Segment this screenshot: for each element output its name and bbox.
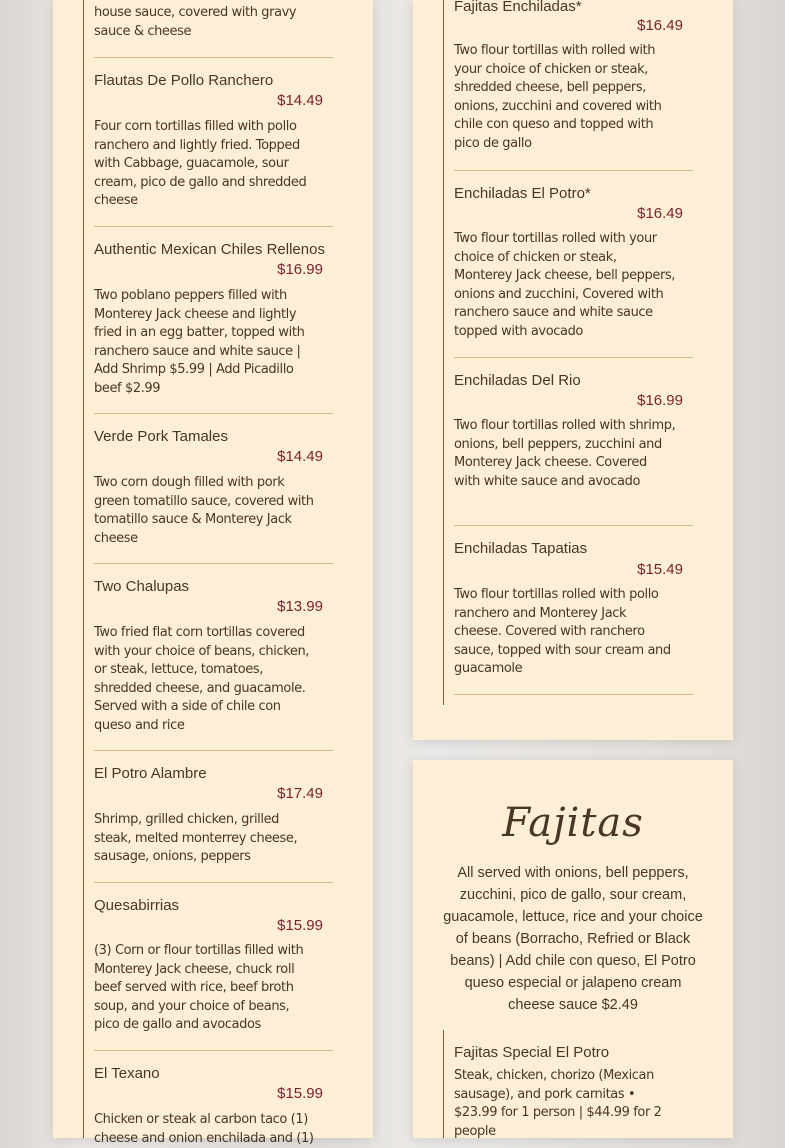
- menu-panel-fajitas: [413, 760, 733, 1138]
- item-description: Two flour tortillas rolled with shrimp, onions, bell peppers, zucchini and Monterey Jack cheese. Covered with white sauce and avocado: [454, 418, 676, 489]
- item-price: $15.99: [277, 1085, 323, 1102]
- item-description: Two poblano peppers filled with Monterey Jack cheese and lightly fried in an egg batter, topped with ranchero sauce and white sauce | Add Shrimp $5.99 | Add Picadillo beef $2.99: [94, 288, 305, 396]
- item-description: Two flour tortillas rolled with pollo ranchero and Monterey Jack cheese. Covered with ranchero sauce, topped with sour cream and guacamole: [454, 587, 671, 676]
- item-name: El Texano: [94, 1065, 160, 1082]
- item-name: Flautas De Pollo Ranchero: [94, 72, 274, 89]
- item-description: Chicken or steak al carbon taco (1) cheese and onion enchilada and (1): [94, 1112, 314, 1146]
- item-description: Steak, chicken, chorizo (Mexican sausage), and pork carnitas • $23.99 for 1 person | $44.99 for 2 people: [454, 1068, 662, 1139]
- item-price: $14.49: [277, 448, 323, 465]
- item-separator: [94, 413, 333, 414]
- item-separator: [94, 57, 333, 58]
- item-separator: [454, 357, 693, 358]
- item-description: house sauce, covered with gravy sauce & cheese: [94, 5, 297, 39]
- item-separator: [454, 694, 693, 695]
- item-description: Two fried flat corn tortillas covered with your choice of beans, chicken, or steak, lettuce, tomatoes, shredded cheese, and guacamole. Served with a side of chile con queso and rice: [94, 625, 310, 733]
- item-description: Four corn tortillas filled with pollo ranchero and lightly fried. Topped with Cabbage, guacamole, sour cream, pico de gallo and shredded cheese: [94, 119, 307, 208]
- item-description: (3) Corn or flour tortillas filled with Monterey Jack cheese, chuck roll beef served with rice, beef broth soup, and your choice of beans, pico de gallo and avocados: [94, 943, 304, 1032]
- item-price: $16.49: [637, 205, 683, 222]
- item-price: $16.49: [637, 17, 683, 34]
- item-name: Fajitas Enchiladas*: [454, 0, 582, 15]
- menu-item-list: [83, 0, 334, 1146]
- item-separator: [94, 882, 333, 883]
- item-description: Two corn dough filled with pork green tomatillo sauce, covered with tomatillo sauce & Monterey Jack cheese: [94, 475, 314, 546]
- item-description: Two flour tortillas with rolled with your choice of chicken or steak, shredded cheese, bell peppers, onions, zucchini and covered with chile con queso and topped with pico de gallo: [454, 43, 662, 151]
- menu-item-list: [443, 0, 694, 705]
- item-price: $13.99: [277, 598, 323, 615]
- item-separator: [94, 563, 333, 564]
- item-separator: [94, 750, 333, 751]
- item-name: Verde Pork Tamales: [94, 428, 228, 445]
- item-price: $16.99: [637, 392, 683, 409]
- item-separator: [94, 1050, 333, 1051]
- item-price: $15.99: [277, 917, 323, 934]
- item-name: Enchiladas El Potro*: [454, 185, 591, 202]
- menu-panel-left: [53, 0, 373, 1146]
- item-name: Two Chalupas: [94, 578, 190, 595]
- item-price: $15.49: [637, 561, 683, 578]
- item-price: $14.49: [277, 92, 323, 109]
- item-description: Shrimp, grilled chicken, grilled steak, melted monterrey cheese, sausage, onions, peppers: [94, 812, 298, 864]
- item-price: $17.49: [277, 785, 323, 802]
- item-description: Two flour tortillas rolled with your choice of chicken or steak, Monterey Jack cheese, bell peppers, onions and zucchini, Covered with ranchero sauce and white sauce topped with avocado: [454, 231, 676, 339]
- item-name: El Potro Alambre: [94, 765, 207, 782]
- item-separator: [94, 226, 333, 227]
- item-name: Enchiladas Tapatias: [454, 540, 588, 557]
- item-separator: [454, 525, 693, 526]
- item-name: Fajitas Special El Potro: [454, 1044, 610, 1061]
- menu-item-list: [443, 1030, 694, 1138]
- item-price: $16.99: [277, 261, 323, 278]
- category-title: Fajitas: [502, 800, 644, 846]
- item-separator: [454, 170, 693, 171]
- item-name: Quesabirrias: [94, 897, 180, 914]
- item-name: Authentic Mexican Chiles Rellenos: [94, 241, 325, 258]
- menu-panel-enchiladas: [413, 0, 733, 740]
- category-description: All served with onions, bell peppers, zucchini, pico de gallo, sour cream, guacamole, lettuce, rice and your choice of beans (Borracho, Refried or Black beans) | Add chile con queso, El Potro queso especial or jalapeno cream cheese sauce $2.49: [443, 865, 703, 1013]
- item-name: Enchiladas Del Rio: [454, 372, 581, 389]
